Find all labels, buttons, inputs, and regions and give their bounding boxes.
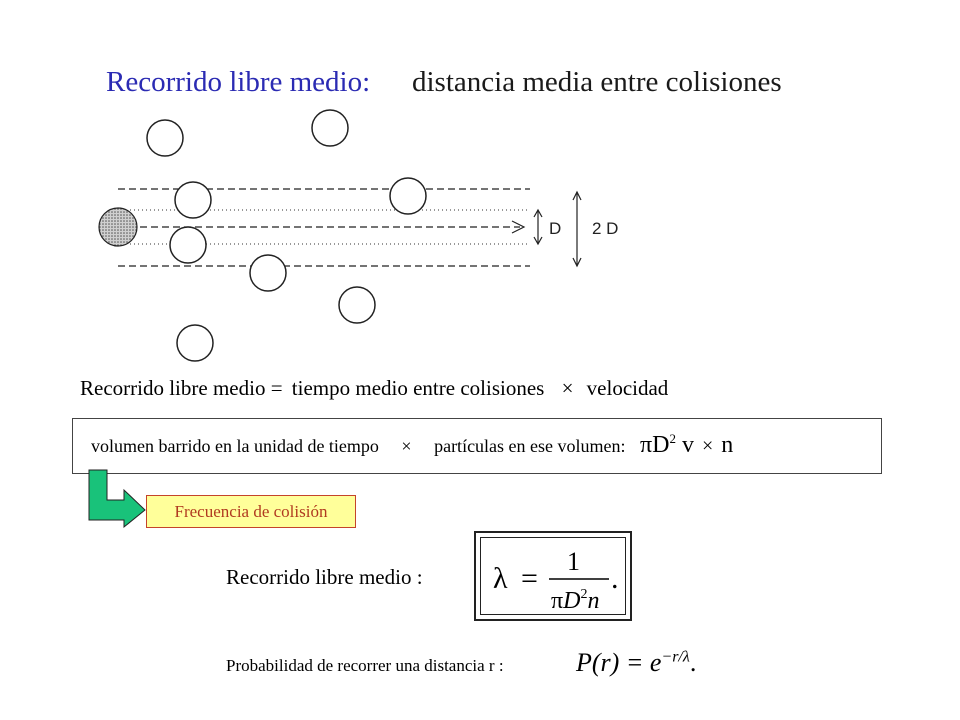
mfp-formula-box bbox=[474, 531, 632, 621]
eq-term1: tiempo medio entre colisiones bbox=[291, 376, 545, 400]
probability-label: Probabilidad de recorrer una distancia r : bbox=[226, 656, 504, 675]
swept-volume-box bbox=[72, 418, 882, 474]
molecule bbox=[147, 120, 183, 156]
mfp-label: Recorrido libre medio : bbox=[226, 565, 423, 589]
arrow-d bbox=[534, 210, 542, 244]
eq-lhs: Recorrido libre medio = bbox=[80, 376, 283, 400]
green-arrow bbox=[86, 468, 148, 530]
svg-text:.: . bbox=[611, 562, 619, 595]
box-part1: volumen barrido en la unidad de tiempo bbox=[91, 436, 379, 456]
label-d: D bbox=[549, 219, 562, 238]
svg-text:=: = bbox=[521, 562, 538, 595]
svg-text:1: 1 bbox=[567, 547, 580, 576]
title-subtitle: distancia media entre colisiones bbox=[412, 66, 782, 98]
eq-term2: velocidad bbox=[586, 376, 669, 400]
molecule bbox=[390, 178, 426, 214]
mfp-equation bbox=[80, 376, 672, 401]
box-part2: partículas en ese volumen: bbox=[434, 436, 626, 456]
moving-molecule bbox=[99, 208, 137, 246]
probability-formula: $P(r) = e^{-r/\lambda}$. bbox=[576, 648, 697, 677]
molecule bbox=[170, 227, 206, 263]
svg-text:λ: λ bbox=[493, 562, 508, 595]
box-times1: × bbox=[401, 436, 412, 456]
molecule bbox=[250, 255, 286, 291]
molecule bbox=[175, 182, 211, 218]
collision-frequency-label: Frecuencia de colisión bbox=[146, 495, 356, 528]
title-main: Recorrido libre medio: bbox=[106, 66, 371, 98]
molecule bbox=[177, 325, 213, 361]
svg-text:πD2n: $\pi D^2n$ bbox=[551, 587, 600, 614]
arrow-2d bbox=[573, 192, 581, 266]
collision-diagram bbox=[90, 100, 650, 370]
eq-times: × bbox=[561, 376, 574, 400]
molecule bbox=[339, 287, 375, 323]
molecule bbox=[312, 110, 348, 146]
mfp-formula bbox=[481, 538, 627, 616]
label-2d: 2 D bbox=[592, 219, 619, 238]
box-formula: $\pi D^2$ v × n bbox=[640, 431, 734, 458]
